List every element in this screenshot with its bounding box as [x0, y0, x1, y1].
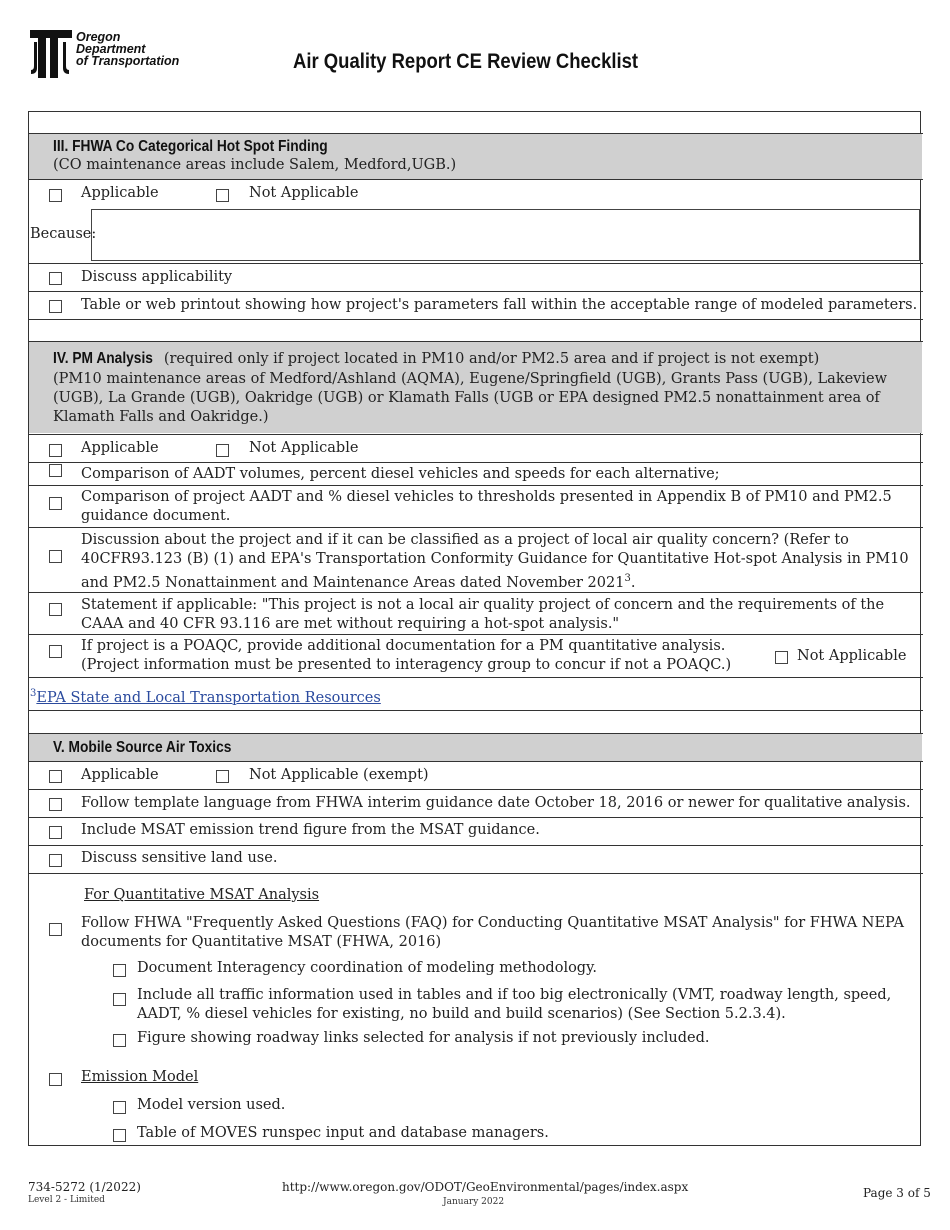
s5-sub-model-version: Model version used.	[137, 1097, 286, 1113]
s5-faq-checkbox[interactable]	[49, 923, 62, 936]
s5-not-applicable-label: Not Applicable (exempt)	[249, 767, 429, 783]
footnote-link-mark: 3	[30, 688, 37, 699]
quant-msat-heading: For Quantitative MSAT Analysis	[84, 887, 320, 903]
s5-sub-traffic: Include all traffic information used in tables and if too big electronically (VMT, roadway length, speed, AADT, % diesel vehicles for existing, no build and build scenarios) (See Section 5.2.3.4).	[137, 987, 892, 1022]
s3-discuss-checkbox[interactable]	[49, 272, 62, 285]
odot-logo-icon	[28, 28, 74, 80]
s4-applicable-label: Applicable	[81, 440, 159, 456]
s4-item-thresholds: Comparison of project AADT and % diesel vehicles to thresholds presented in Appendix B of PM10 and PM2.5 guidance document.	[81, 489, 892, 524]
footnote-link-text[interactable]: EPA State and Local Transportation Resources	[36, 689, 381, 706]
section-iii-subtitle: (CO maintenance areas include Salem, Medford,UGB.)	[53, 157, 457, 173]
s5-applicable-checkbox[interactable]	[49, 770, 62, 783]
s3-item-table: Table or web printout showing how project's parameters fall within the acceptable range of modeled parameters.	[81, 297, 918, 313]
section-iii-title: III. FHWA Co Categorical Hot Spot Finding	[53, 138, 328, 155]
s5-roadway-checkbox[interactable]	[113, 1034, 126, 1047]
s4-statement-checkbox[interactable]	[49, 603, 62, 616]
s3-item-discuss: Discuss applicability	[81, 269, 233, 285]
logo-text: Oregon Department of Transportation	[76, 30, 180, 68]
form-number: 734-5272 (1/2022)	[28, 1180, 141, 1194]
because-input[interactable]	[91, 209, 920, 261]
s4-item-discussion-wrap: Discussion about the project and if it can be classified as a project of local air quality concern? (Refer to 40CFR93.123 (B) (1) and EPA's Transportation Conformity Guidance for Quantitative Hot-spot Analysis in PM10 and PM2.5 Nonattainment and Maintenance Areas dated November 2021$^3$.	[81, 532, 909, 591]
s5-landuse-checkbox[interactable]	[49, 854, 62, 867]
section-v-title: V. Mobile Source Air Toxics	[53, 739, 232, 756]
footnote-mark: 3	[624, 573, 631, 584]
s5-sub-roadway: Figure showing roadway links selected for analysis if not previously included.	[137, 1030, 710, 1046]
s4-poaqc-not-applicable-checkbox[interactable]	[775, 651, 788, 664]
s5-item-faq: Follow FHWA "Frequently Asked Questions (FAQ) for Conducting Quantitative MSAT Analysis" for FHWA NEPA documents for Quantitative MSAT (FHWA, 2016)	[81, 915, 904, 950]
s5-moves-checkbox[interactable]	[113, 1129, 126, 1142]
emission-model-heading: Emission Model	[81, 1069, 199, 1085]
s4-item-poaqc: If project is a POAQC, provide additional documentation for a PM quantitative analysis. (Project information must be presented to interagency group to concur if not a POAQC.)	[81, 638, 732, 673]
section-v-header	[29, 734, 922, 761]
s5-traffic-checkbox[interactable]	[113, 993, 126, 1006]
s4-item-aadt: Comparison of AADT volumes, percent diesel vehicles and speeds for each alternative;	[81, 466, 720, 482]
s5-item-trend: Include MSAT emission trend figure from the MSAT guidance.	[81, 822, 540, 838]
s5-sub-moves: Table of MOVES runspec input and database managers.	[137, 1125, 549, 1141]
section-iv-header	[29, 342, 922, 433]
s5-sub-interagency: Document Interagency coordination of modeling methodology.	[137, 960, 597, 976]
s4-poaqc-not-applicable-label: Not Applicable	[797, 648, 907, 664]
s3-table-checkbox[interactable]	[49, 300, 62, 313]
s5-applicable-label: Applicable	[81, 767, 159, 783]
s3-applicable-checkbox[interactable]	[49, 189, 62, 202]
s4-poaqc-discussion-checkbox[interactable]	[49, 550, 62, 563]
s4-item-discussion: Discussion about the project and if it can be classified as a project of local air quality concern? (Refer to 40CFR93.123 (B) (1) and EPA's Transportation Conformity Guidance for Quantitative Hot-spot Analysis in PM10 and PM2.5 Nonattainment and Maintenance Areas dated November 2021	[81, 532, 909, 591]
footnote-link[interactable]	[30, 684, 381, 708]
access-level: Level 2 - Limited	[28, 1195, 105, 1205]
s4-thresholds-checkbox[interactable]	[49, 497, 62, 510]
section-iv-subtitle: (PM10 maintenance areas of Medford/Ashland (AQMA), Eugene/Springfield (UGB), Grants Pass (UGB), Lakeview (UGB), La Grande (UGB), Oakridge (UGB) or Klamath Falls (UGB or EPA designed PM2.5 nonattainment area of Klamath Falls and Oakridge.)	[53, 371, 888, 425]
s4-aadt-checkbox[interactable]	[49, 464, 62, 477]
page-number: Page 3 of 5	[863, 1186, 931, 1200]
s5-not-applicable-checkbox[interactable]	[216, 770, 229, 783]
odot-logo	[28, 28, 198, 82]
s5-item-template: Follow template language from FHWA interim guidance date October 18, 2016 or newer for qualitative analysis.	[81, 795, 911, 811]
s5-interagency-checkbox[interactable]	[113, 964, 126, 977]
s3-not-applicable-label: Not Applicable	[249, 185, 359, 201]
section-iii-header	[29, 134, 922, 179]
section-iv-title: IV. PM Analysis	[53, 350, 153, 367]
s4-item-statement: Statement if applicable: "This project is not a local air quality project of concern and the requirements of the CAAA and 40 CFR 93.116 are met without requiring a hot-spot analysis."	[81, 597, 885, 632]
section-iv-title-note: (required only if project located in PM10 and/or PM2.5 area and if project is not exempt)	[163, 351, 820, 367]
s4-not-applicable-checkbox[interactable]	[216, 444, 229, 457]
because-label: Because:	[30, 226, 97, 242]
s4-not-applicable-label: Not Applicable	[249, 440, 359, 456]
s5-model-version-checkbox[interactable]	[113, 1101, 126, 1114]
s5-template-checkbox[interactable]	[49, 798, 62, 811]
s4-applicable-checkbox[interactable]	[49, 444, 62, 457]
s3-not-applicable-checkbox[interactable]	[216, 189, 229, 202]
footer-date: January 2022	[443, 1197, 505, 1207]
s5-trend-checkbox[interactable]	[49, 826, 62, 839]
s3-applicable-label: Applicable	[81, 185, 159, 201]
s4-poaqc-checkbox[interactable]	[49, 645, 62, 658]
s5-item-landuse: Discuss sensitive land use.	[81, 850, 278, 866]
footer-url: http://www.oregon.gov/ODOT/GeoEnvironmental/pages/index.aspx	[282, 1180, 689, 1194]
s5-emission-checkbox[interactable]	[49, 1073, 62, 1086]
page-title: Air Quality Report CE Review Checklist	[293, 50, 639, 73]
